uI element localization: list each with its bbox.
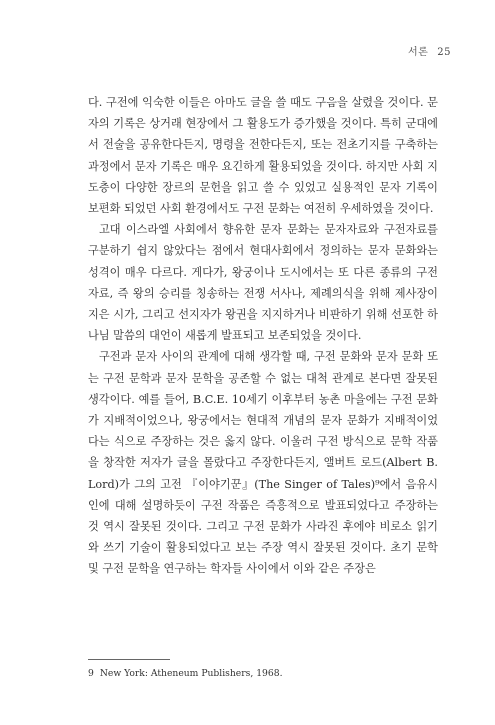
paragraph-3: 구전과 문자 사이의 관계에 대해 생각할 때, 구전 문화와 문자 문화 또는 구전 문학과 문자 문학을 공존할 수 없는 대척 관계로 본다면 잘못된 생각이다. 예를 들어, B.C.E. 10세기 이후부터 농촌 마을에는 구전 문화가 지배적이었으나, 왕궁에서는 현대적 개념의 문자 문화가 지배적이었다는 식으로 주장하는 것은 옳지 않다. 이울러 구전 방식으로 문학 작품을 창작한 저자가 글을 몰랐다고 주장한다든지, 앨버트 로드(Albert B. Lord)가 그의 고전 『이야기꾼』(The Singer of Tales)⁹에서 음유시인에 대해 설명하듯이 구전 작품은 즉흥적으로 발표되었다고 주장하는 것 역시 잘못된 것이다. 그리고 구전 문화가 사라진 후에야 비로소 읽기와 쓰기 기술이 활용되었다고 보는 주장 역시 잘못된 것이다. 초기 문학 및 구전 문학을 연구하는 학자들 사이에서 이와 같은 주장은 xyxy=(88,350,438,576)
footnote-number: 9 xyxy=(88,668,94,679)
section-title: 서론 xyxy=(407,47,429,58)
footnote-divider xyxy=(88,659,170,660)
footnote-text: New York: Atheneum Publishers, 1968. xyxy=(99,668,283,679)
page-number: 25 xyxy=(437,47,451,58)
footnote xyxy=(88,668,283,679)
paragraph-1: 다. 구전에 익숙한 이들은 아마도 글을 쓸 때도 구음을 살렸을 것이다. 문자의 기록은 상거래 현장에서 그 활용도가 증가했을 것이다. 특히 군대에서 전술을 공유한다든지, 명령을 전한다든지, 또는 전초기지를 구축하는 과정에서 문자 기록은 매우 요긴하게 활용되었을 것이다. 하지만 사회 지도층이 다양한 장르의 문헌을 읽고 쓸 수 있었고 실용적인 문자 기록이 보편화 되었던 사회 환경에서도 구전 문화는 여전히 우세하였을 것이다. xyxy=(88,96,438,216)
paragraph-2: 고대 이스라엘 사회에서 향유한 문자 문화는 문자자료와 구전자료를 구분하기 쉽지 않았다는 점에서 현대사회에서 정의하는 문자 문화와는 성격이 매우 다르다. 게다가, 왕궁이나 도시에서는 또 다른 종류의 구전자료, 즉 왕의 승리를 칭송하는 전쟁 서사나, 제례의식을 위해 제사장이 지은 시가, 그리고 선지자가 왕권을 지지하거나 비판하기 위해 선포한 하나님 말씀의 대언이 새롭게 발표되고 보존되었을 것이다. xyxy=(88,223,438,343)
body-text xyxy=(88,92,438,580)
running-header xyxy=(408,43,451,58)
